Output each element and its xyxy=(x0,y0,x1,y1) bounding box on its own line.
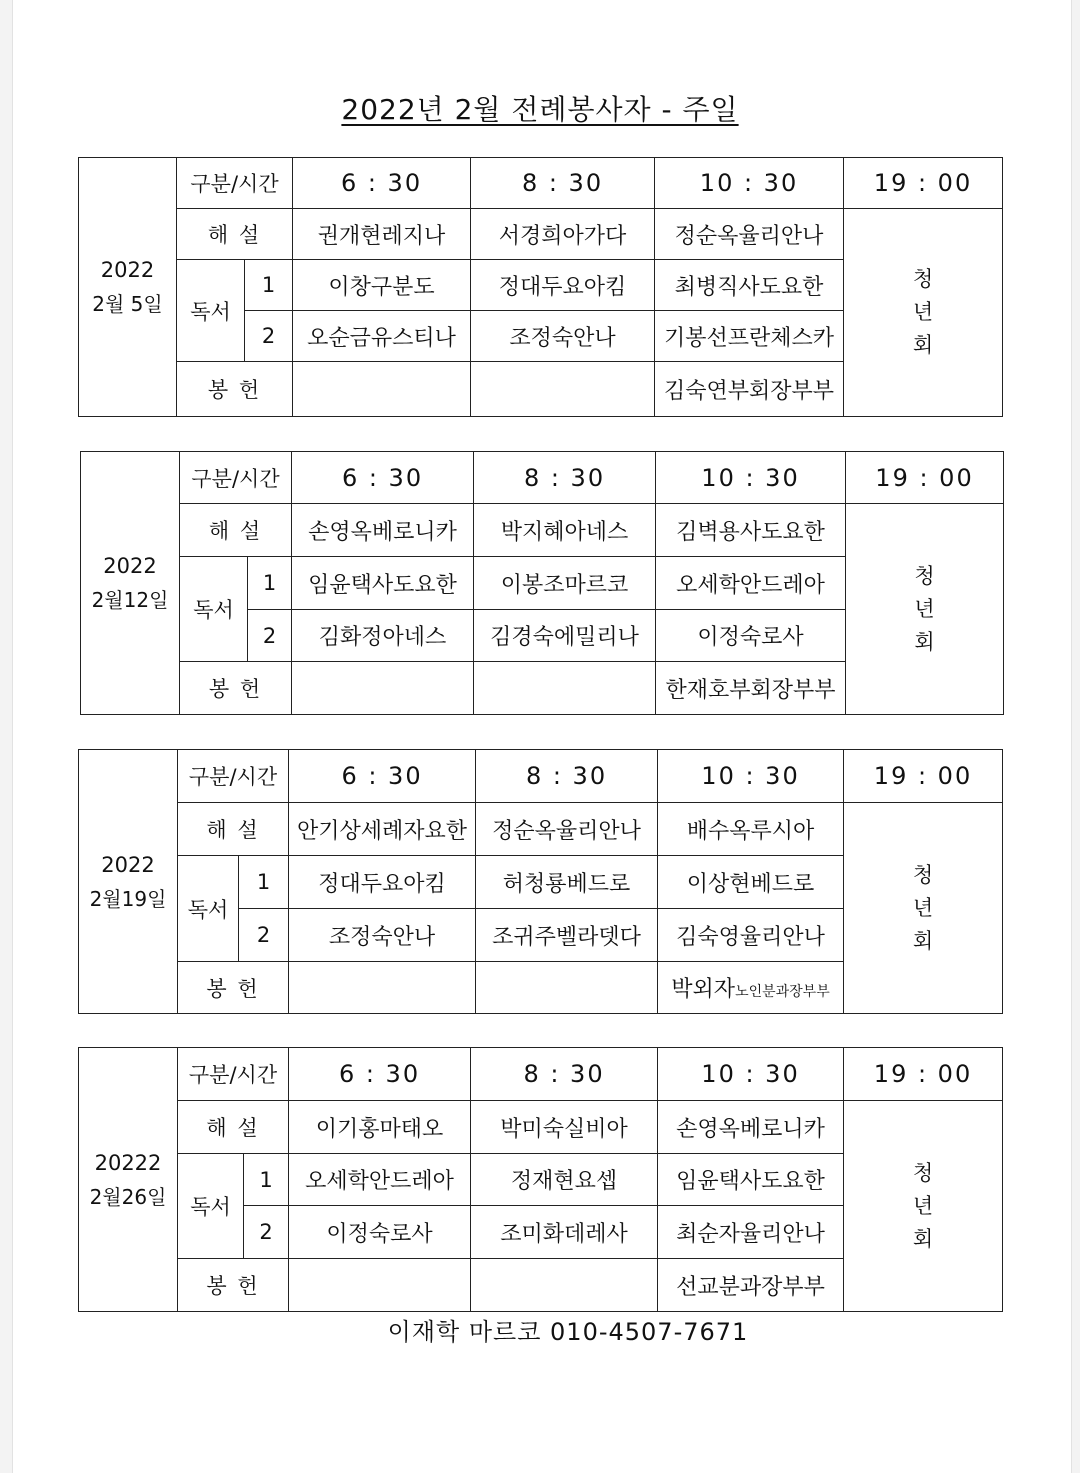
schedule-table-week-4 xyxy=(78,1047,1003,1312)
reading2-0630: 김화정아네스 xyxy=(292,610,474,662)
time-1030: 10 : 30 xyxy=(658,1048,844,1101)
reading-label: 독서 xyxy=(178,856,239,962)
reading2-1030: 기봉선프란체스카 xyxy=(655,311,844,362)
reading1-0830: 정재현요셉 xyxy=(471,1154,658,1206)
offering-label: 봉 헌 xyxy=(177,362,293,417)
reading2-1030: 이정숙로사 xyxy=(656,610,846,662)
commentary-1030: 배수옥루시아 xyxy=(658,803,844,856)
commentary-label: 해 설 xyxy=(177,209,293,260)
reading-label: 독서 xyxy=(177,260,245,362)
time-1030: 10 : 30 xyxy=(656,452,846,504)
reading1-0630: 임윤택사도요한 xyxy=(292,557,474,610)
reading1-1030: 임윤택사도요한 xyxy=(658,1154,844,1206)
commentary-0830: 정순옥율리안나 xyxy=(476,803,658,856)
offering-1030: 선교분과장부부 xyxy=(658,1259,844,1312)
week-date-cell: 2022 2월 5일 xyxy=(79,158,177,417)
reading2-0630: 조정숙안나 xyxy=(289,909,476,962)
reading1-0830: 이봉조마르코 xyxy=(474,557,656,610)
week-date-cell: 2022 2월12일 xyxy=(81,452,180,715)
time-1030: 10 : 30 xyxy=(655,158,844,209)
header-label: 구분/시간 xyxy=(177,158,293,209)
commentary-0830: 박지혜아네스 xyxy=(474,504,656,557)
time-1030: 10 : 30 xyxy=(658,750,844,803)
offering-0830 xyxy=(474,662,656,715)
reading-label: 독서 xyxy=(178,1154,244,1259)
reading1-0630: 오세학안드레아 xyxy=(289,1154,471,1206)
youth-group-cell: 청 년 회 xyxy=(844,1101,1003,1312)
reading2-0830: 조귀주벨라뎃다 xyxy=(476,909,658,962)
time-1900: 19 : 00 xyxy=(846,452,1004,504)
offering-0630 xyxy=(293,362,471,417)
reading1-0630: 정대두요아킴 xyxy=(289,856,476,909)
commentary-1030: 손영옥베로니카 xyxy=(658,1101,844,1154)
reading-2-label: 2 xyxy=(248,610,292,662)
reading-2-label: 2 xyxy=(245,311,293,362)
time-0830: 8 : 30 xyxy=(474,452,656,504)
time-0630: 6 : 30 xyxy=(289,1048,471,1101)
youth-group-cell: 청 년 회 xyxy=(846,504,1004,715)
offering-0630 xyxy=(289,1259,471,1312)
youth-group-cell: 청 년 회 xyxy=(844,209,1003,417)
reading-2-label: 2 xyxy=(244,1206,289,1259)
contact-footer: 이재학 마르코 010-4507-7671 xyxy=(387,1318,749,1346)
reading2-0830: 김경숙에밀리나 xyxy=(474,610,656,662)
reading-1-label: 1 xyxy=(248,557,292,610)
reading1-0630: 이창구분도 xyxy=(293,260,471,311)
offering-label: 봉 헌 xyxy=(178,1259,289,1312)
reading2-0630: 이정숙로사 xyxy=(289,1206,471,1259)
offering-0830 xyxy=(471,1259,658,1312)
reading-label: 독서 xyxy=(180,557,248,662)
reading1-0830: 정대두요아킴 xyxy=(471,260,655,311)
time-0630: 6 : 30 xyxy=(292,452,474,504)
reading2-1030: 김숙영율리안나 xyxy=(658,909,844,962)
reading2-0830: 조정숙안나 xyxy=(471,311,655,362)
commentary-0830: 박미숙실비아 xyxy=(471,1101,658,1154)
reading-1-label: 1 xyxy=(245,260,293,311)
header-label: 구분/시간 xyxy=(178,750,289,803)
commentary-label: 해 설 xyxy=(178,1101,289,1154)
offering-label: 봉 헌 xyxy=(180,662,292,715)
commentary-0630: 이기홍마태오 xyxy=(289,1101,471,1154)
time-1900: 19 : 00 xyxy=(844,1048,1003,1101)
reading-1-label: 1 xyxy=(244,1154,289,1206)
offering-1030: 박외자노인분과장부부 xyxy=(658,962,844,1014)
week-date-cell: 20222 2월26일 xyxy=(79,1048,178,1312)
offering-label: 봉 헌 xyxy=(178,962,289,1014)
reading1-1030: 최병직사도요한 xyxy=(655,260,844,311)
reading2-1030: 최순자율리안나 xyxy=(658,1206,844,1259)
commentary-1030: 정순옥율리안나 xyxy=(655,209,844,260)
schedule-table-week-2 xyxy=(80,451,1004,715)
commentary-label: 해 설 xyxy=(178,803,289,856)
header-label: 구분/시간 xyxy=(180,452,292,504)
time-0830: 8 : 30 xyxy=(476,750,658,803)
reading2-0830: 조미화데레사 xyxy=(471,1206,658,1259)
reading-1-label: 1 xyxy=(239,856,289,909)
time-0630: 6 : 30 xyxy=(293,158,471,209)
time-1900: 19 : 00 xyxy=(844,158,1003,209)
commentary-0630: 안기상세례자요한 xyxy=(289,803,476,856)
reading1-1030: 이상현베드로 xyxy=(658,856,844,909)
page-title: 2022년 2월 전례봉사자 - 주일 xyxy=(341,93,739,126)
reading-2-label: 2 xyxy=(239,909,289,962)
youth-group-cell: 청 년 회 xyxy=(844,803,1003,1014)
commentary-label: 해 설 xyxy=(180,504,292,557)
time-0630: 6 : 30 xyxy=(289,750,476,803)
time-0830: 8 : 30 xyxy=(471,158,655,209)
offering-0630 xyxy=(289,962,476,1014)
commentary-1030: 김벽용사도요한 xyxy=(656,504,846,557)
time-0830: 8 : 30 xyxy=(471,1048,658,1101)
offering-0830 xyxy=(471,362,655,417)
commentary-0630: 손영옥베로니카 xyxy=(292,504,474,557)
reading1-1030: 오세학안드레아 xyxy=(656,557,846,610)
offering-1030: 한재호부회장부부 xyxy=(656,662,846,715)
schedule-table-week-1 xyxy=(78,157,1003,417)
offering-0830 xyxy=(476,962,658,1014)
commentary-0630: 권개현레지나 xyxy=(293,209,471,260)
time-1900: 19 : 00 xyxy=(844,750,1003,803)
reading1-0830: 허청룡베드로 xyxy=(476,856,658,909)
header-label: 구분/시간 xyxy=(178,1048,289,1101)
commentary-0830: 서경희아가다 xyxy=(471,209,655,260)
schedule-table-week-3 xyxy=(78,749,1003,1014)
offering-0630 xyxy=(292,662,474,715)
week-date-cell: 2022 2월19일 xyxy=(79,750,178,1014)
offering-1030: 김숙연부회장부부 xyxy=(655,362,844,417)
reading2-0630: 오순금유스티나 xyxy=(293,311,471,362)
